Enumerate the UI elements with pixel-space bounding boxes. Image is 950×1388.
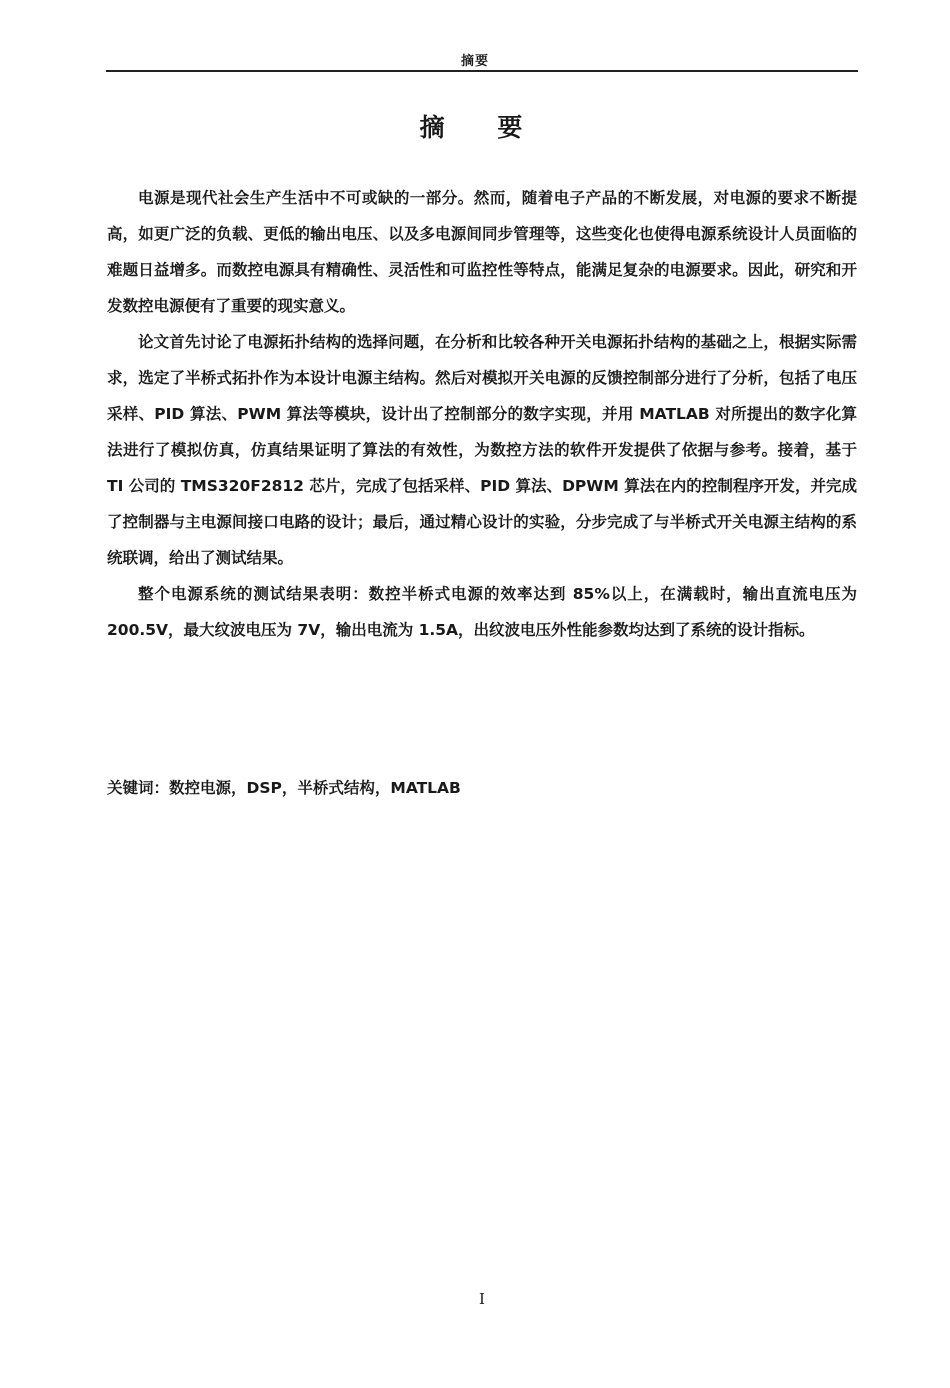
paragraph-2: 论文首先讨论了电源拓扑结构的选择问题，在分析和比较各种开关电源拓扑结构的基础之上，根据实际需求，选定了半桥式拓扑作为本设计电源主结构。然后对模拟开关电源的反馈控制部分进行了分析，包括了电压采样、PID 算法、PWM 算法等模块，设计出了控制部分的数字实现，并用 MATLAB 对所提出的数字化算法进行了模拟仿真，仿真结果证明了算法的有效性，为数控方法的软件开发提供了依据与参考。接着，基于 TI 公司的 TMS320F2812 芯片，完成了包括采样、PID 算法、DPWM 算法在内的控制程序开发，并完成了控制器与主电源间接口电路的设计；最后，通过精心设计的实验，分步完成了与半桥式开关电源主结构的系统联调，给出了测试结果。	[107, 333, 857, 567]
keywords-line: 关键词：数控电源，DSP，半桥式结构，MATLAB	[107, 779, 461, 797]
paragraph-1: 电源是现代社会生产生活中不可或缺的一部分。然而，随着电子产品的不断发展，对电源的要求不断提高，如更广泛的负载、更低的输出电压、以及多电源间同步管理等，这些变化也使得电源系统设计人员面临的难题日益增多。而数控电源具有精确性、灵活性和可监控性等特点，能满足复杂的电源要求。因此，研究和开发数控电源便有了重要的现实意义。	[107, 189, 857, 315]
running-header: 摘要	[460, 54, 489, 69]
abstract-body	[107, 180, 857, 648]
paragraph-3: 整个电源系统的测试结果表明：数控半桥式电源的效率达到 85%以上，在满载时，输出直流电压为 200.5V，最大纹波电压为 7V，输出电流为 1.5A，出纹波电压外性能参数均达到了系统的设计指标。	[107, 585, 857, 639]
page-number: I	[479, 1290, 485, 1308]
abstract-title: 摘 要	[419, 113, 545, 142]
header-rule	[106, 70, 858, 72]
